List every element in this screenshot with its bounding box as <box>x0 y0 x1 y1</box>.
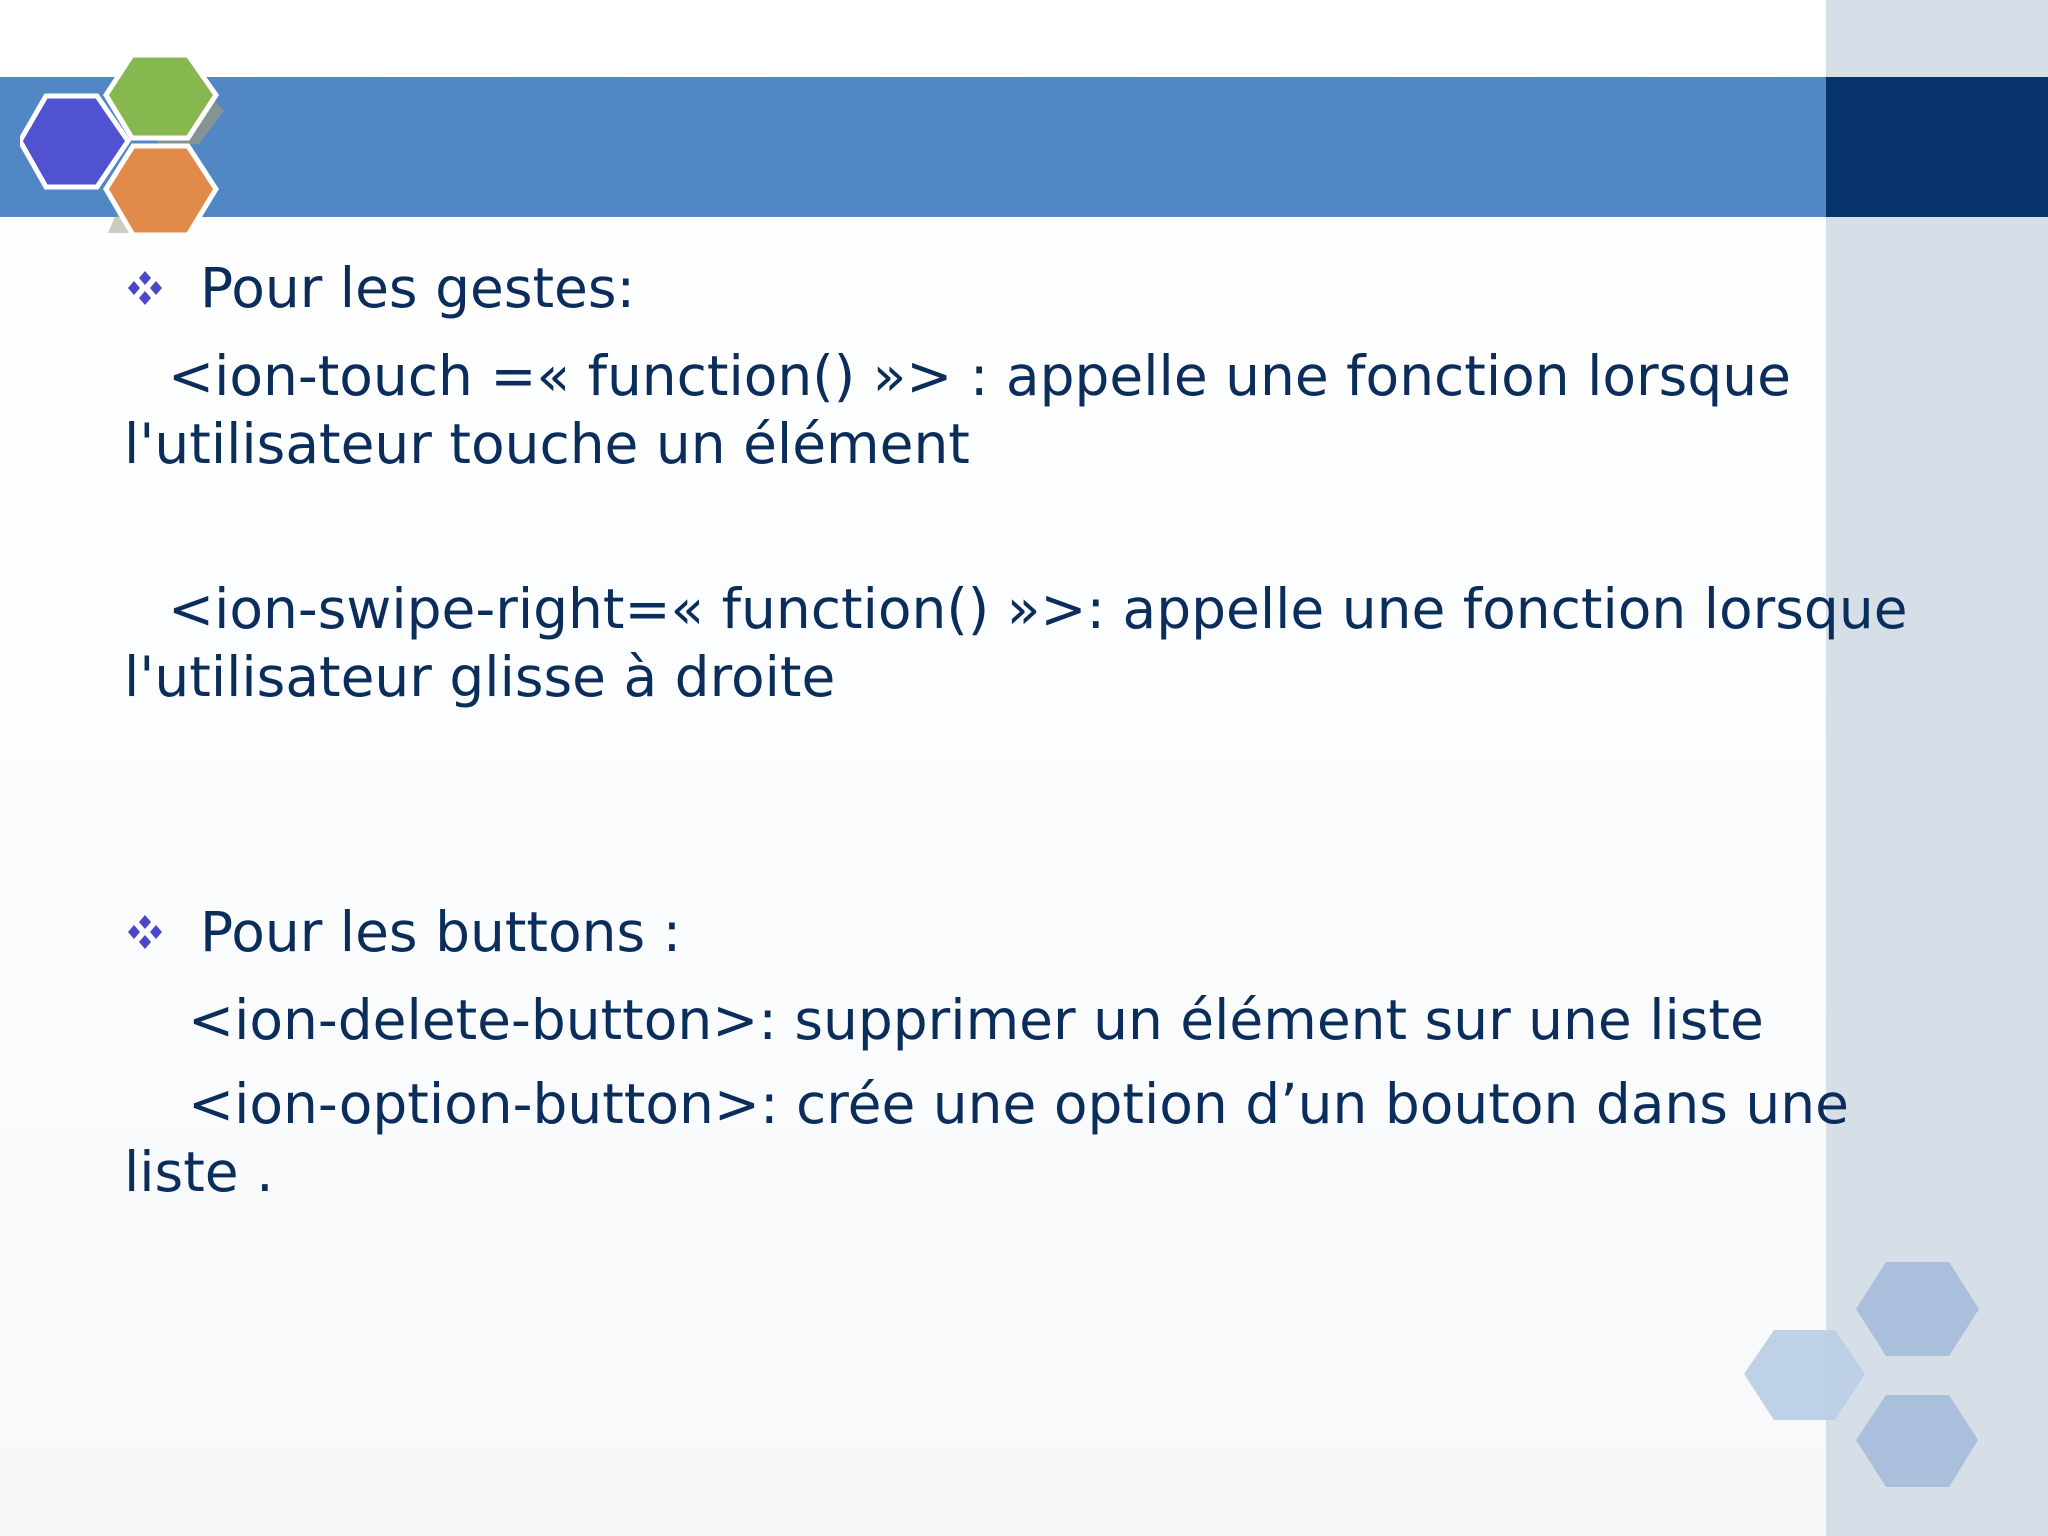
diamond-cluster-bullet-icon <box>124 267 166 309</box>
diamond-cluster-bullet-icon <box>124 911 166 953</box>
header-dark-block <box>1826 77 2048 217</box>
section-heading <box>124 892 1964 972</box>
hexagon-cluster-logo <box>20 40 250 255</box>
orange-hexagon-icon <box>106 146 216 235</box>
header-band <box>0 77 1826 217</box>
description-paragraph: <ion-touch =« function() »> : appelle une fonction lorsque l'utilisateur touche un élément <box>124 344 1791 476</box>
section-heading-text: Pour les gestes: <box>200 256 636 320</box>
description-paragraph: <ion-swipe-right=« function() »>: appelle une fonction lorsque l'utilisateur glisse à droite <box>124 577 1908 709</box>
blue-hexagon-icon <box>20 96 128 187</box>
decorative-hexagons <box>1710 1250 2010 1530</box>
section-heading-text: Pour les buttons : <box>200 900 682 964</box>
slide-content <box>124 248 1964 1206</box>
description-paragraph: <ion-option-button>: crée une option d’un bouton dans une liste . <box>124 1072 1849 1204</box>
section-heading <box>124 248 1964 328</box>
description-paragraph: <ion-delete-button>: supprimer un élément sur une liste <box>188 988 1764 1052</box>
